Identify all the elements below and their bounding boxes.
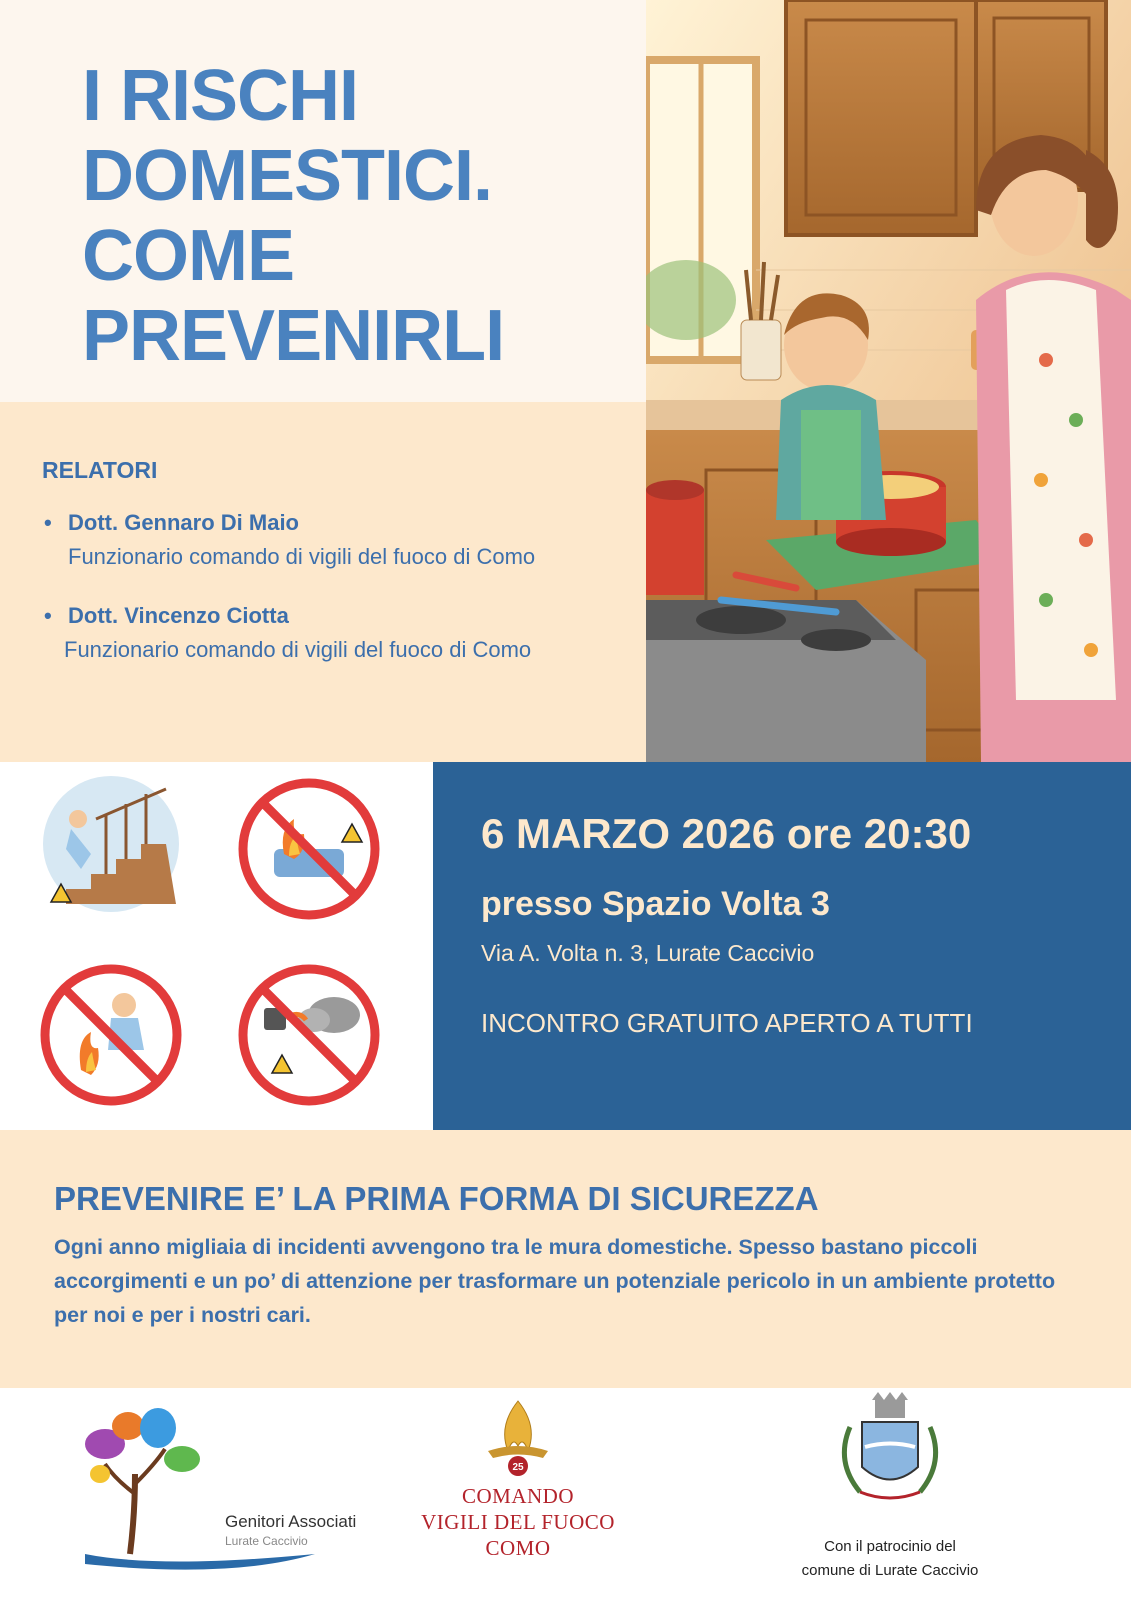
prevention-body: Ogni anno migliaia di incidenti avvengono tra le mura domestiche. Spesso bastano piccoli accorgimenti e un po’ di attenzione per trasformare un potenziale pericolo in un ambiente protetto per noi e per i nostri cari.: [54, 1235, 1056, 1327]
comune-line-1: Con il patrocinio del: [824, 1538, 956, 1555]
tree-icon: [80, 1404, 330, 1574]
kitchen-illustration: [646, 0, 1131, 762]
page-title: [82, 56, 622, 376]
speaker-role: Funzionario comando di vigili del fuoco di Como: [68, 544, 536, 569]
prevention-panel: [0, 1130, 1131, 1388]
speaker-item: [44, 510, 644, 570]
municipal-crest-icon: [780, 1392, 1000, 1522]
event-address: Via A. Volta n. 3, Lurate Caccivio: [481, 940, 815, 966]
event-free-note: INCONTRO GRATUITO APERTO A TUTTI: [481, 1008, 973, 1038]
speaker-name: • Dott. Vincenzo Ciotta: [44, 603, 644, 629]
title-panel: [0, 0, 646, 402]
title-line-1: I RISCHI: [82, 56, 359, 136]
genitori-name: Genitori Associati: [225, 1512, 357, 1531]
speaker-item: [44, 603, 644, 663]
stairs-fall-icon: [36, 774, 186, 924]
no-child-fire-icon: [36, 960, 186, 1110]
event-panel: [433, 762, 1131, 1130]
title-line-2: DOMESTICI.: [82, 136, 493, 216]
speakers-panel: [0, 402, 646, 762]
genitori-place: Lurate Caccivio: [225, 1534, 308, 1548]
no-electric-fire-icon: [234, 960, 384, 1110]
event-date: 6 MARZO 2026 ore 20:30: [481, 810, 972, 857]
genitori-associati-logo: [80, 1404, 357, 1574]
warning-icons-panel: [0, 762, 433, 1130]
comune-crest-logo: [780, 1392, 1000, 1592]
vvf-line-2: VIGILI DEL FUOCO: [421, 1510, 615, 1534]
speaker-name: • Dott. Gennaro Di Maio: [44, 510, 644, 536]
prevention-heading: PREVENIRE E’ LA PRIMA FORMA DI SICUREZZA: [54, 1180, 819, 1217]
no-gas-fire-icon: [234, 774, 384, 924]
vvf-line-3: COMO: [485, 1536, 551, 1560]
event-venue: presso Spazio Volta 3: [481, 885, 830, 923]
speakers-label: RELATORI: [42, 457, 158, 483]
vigili-fuoco-logo: [418, 1396, 618, 1586]
vvf-line-1: COMANDO: [461, 1484, 574, 1508]
kitchen-illustration-svg: [646, 0, 1131, 762]
title-line-3: COME: [82, 216, 294, 296]
comune-line-2: comune di Lurate Caccivio: [801, 1562, 979, 1579]
sponsors-footer: [0, 1388, 1131, 1600]
flame-emblem-icon: [418, 1396, 618, 1481]
title-line-4: PREVENIRLI: [82, 296, 505, 376]
speaker-role: Funzionario comando di vigili del fuoco di Como: [64, 637, 532, 662]
vvf-badge-number: 25: [512, 1462, 524, 1473]
